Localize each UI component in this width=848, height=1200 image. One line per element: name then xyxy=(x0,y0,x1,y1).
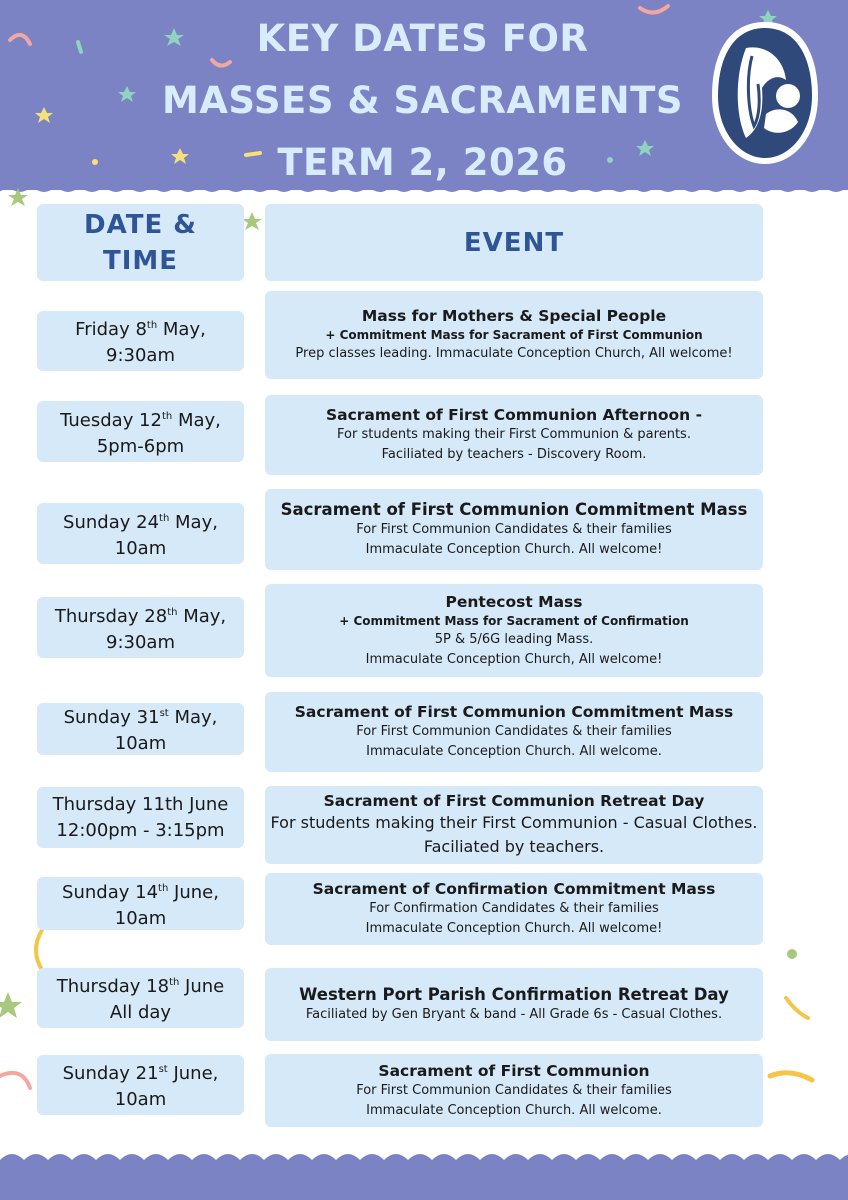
date-line-1 xyxy=(37,701,244,757)
event-detail-line: For students making their First Communion & parents. xyxy=(337,427,691,442)
date-cell xyxy=(37,597,244,658)
date-header-line-2: TIME xyxy=(102,245,179,276)
date-line-1 xyxy=(60,404,221,434)
date-time-header xyxy=(37,204,244,281)
footer-banner xyxy=(0,1160,848,1200)
date-ordinal-suffix: st xyxy=(159,708,169,719)
date-ordinal-suffix: th xyxy=(146,320,158,331)
event-detail-line: Immaculate Conception Church. All welcome! xyxy=(365,541,663,557)
event-cell xyxy=(265,395,763,475)
date-month-text: May, xyxy=(169,511,218,533)
date-month-text: May, xyxy=(172,409,221,431)
event-title: Sacrament of First Communion Retreat Day xyxy=(323,792,705,810)
date-text: Friday 8 xyxy=(75,319,147,340)
date-time-text: 12:00pm - 3:15pm xyxy=(56,819,225,841)
event-title: Sacrament of First Communion Afternoon - xyxy=(325,406,703,424)
event-detail-line: For Confirmation Candidates & their families xyxy=(369,901,659,916)
event-detail-line: For students making their First Communion - Casual Clothes. xyxy=(270,813,758,832)
date-month-text: May, 10am xyxy=(114,707,218,754)
event-header xyxy=(265,204,763,281)
date-text: Thursday 18 xyxy=(56,976,170,997)
date-cell xyxy=(37,877,244,930)
date-text: Sunday 31 xyxy=(63,707,160,728)
event-subtitle: + Commitment Mass for Sacrament of Confirmation xyxy=(339,613,689,628)
event-title: Sacrament of First Communion Commitment Mass xyxy=(280,499,748,519)
event-detail-line: Faciliated by teachers - Discovery Room. xyxy=(381,447,647,462)
event-detail-line: Faciliated by teachers. xyxy=(423,837,605,856)
event-title: Sacrament of First Communion xyxy=(378,1061,650,1080)
date-cell xyxy=(37,703,244,755)
event-cell xyxy=(265,692,763,772)
date-month-text: June xyxy=(179,976,225,997)
event-title: Pentecost Mass xyxy=(445,592,583,611)
date-month-text: May, xyxy=(157,319,206,340)
date-cell xyxy=(37,968,244,1028)
event-subtitle: + Commitment Mass for Sacrament of First Communion xyxy=(325,328,703,342)
date-text: Thursday 28 xyxy=(54,605,168,627)
date-line-1 xyxy=(57,970,225,1000)
event-detail-line: Immaculate Conception Church. All welcome. xyxy=(366,1102,662,1118)
event-cell xyxy=(265,873,763,945)
date-text: Tuesday 12 xyxy=(60,409,162,431)
date-month-text: May, xyxy=(177,605,227,627)
title-line-2: MASSES & SACRAMENTS xyxy=(161,79,684,122)
date-line-1 xyxy=(55,600,226,630)
date-line-1 xyxy=(63,1057,219,1087)
event-detail-line: Faciliated by Gen Bryant & band - All Grade 6s - Casual Clothes. xyxy=(305,1006,723,1022)
date-ordinal-suffix: th xyxy=(158,882,169,894)
event-detail-line: Immaculate Conception Church, All welcome! xyxy=(365,651,663,667)
title-line-3: TERM 2, 2026 xyxy=(277,141,568,184)
page-title xyxy=(140,8,705,194)
date-time-text: 9:30am xyxy=(106,345,175,366)
date-header-line-1: DATE & xyxy=(84,209,197,240)
date-ordinal-suffix: th xyxy=(167,606,178,618)
event-title: Sacrament of First Communion Commitment Mass xyxy=(294,703,734,721)
date-time-text: 9:30am xyxy=(106,631,175,653)
date-text: Sunday 21 xyxy=(62,1063,159,1084)
event-detail-line: For First Communion Candidates & their families xyxy=(356,521,672,537)
date-time-text: 10am xyxy=(114,537,167,559)
date-text: Sunday 24 xyxy=(63,511,160,533)
event-cell xyxy=(265,786,763,864)
event-detail-line: Immaculate Conception Church. All welcome. xyxy=(366,744,662,759)
date-ordinal-suffix: st xyxy=(158,1064,168,1075)
mary-and-child-icon xyxy=(706,18,824,168)
date-time-text: All day xyxy=(109,1002,172,1023)
date-line-1 xyxy=(53,792,229,818)
date-cell xyxy=(37,1055,244,1115)
date-text: Thursday 11th June xyxy=(52,793,229,815)
event-detail-line: For First Communion Candidates & their families xyxy=(356,724,672,739)
event-detail-line: 5P & 5/6G leading Mass. xyxy=(434,631,594,647)
event-cell xyxy=(265,968,763,1041)
event-cell xyxy=(265,291,763,379)
date-line-1 xyxy=(75,313,206,343)
date-month-text: June, xyxy=(167,1063,219,1084)
event-detail-line: Immaculate Conception Church. All welcome! xyxy=(365,921,663,936)
date-ordinal-suffix: th xyxy=(169,977,180,988)
date-cell xyxy=(37,787,244,848)
date-cell xyxy=(37,401,244,462)
date-time-text: 5pm-6pm xyxy=(96,435,185,457)
event-title: Sacrament of Confirmation Commitment Mass xyxy=(312,880,716,898)
event-cell xyxy=(265,1054,763,1127)
event-cell xyxy=(265,489,763,570)
title-line-1: KEY DATES FOR xyxy=(256,17,589,60)
date-line-1 xyxy=(37,876,244,932)
date-ordinal-suffix: th xyxy=(159,512,170,524)
event-detail-line: Prep classes leading. Immaculate Conception Church, All welcome! xyxy=(295,346,733,361)
date-month-text: June, 10am xyxy=(114,881,219,929)
date-time-text: 10am xyxy=(114,1089,167,1110)
date-cell xyxy=(37,503,244,564)
date-ordinal-suffix: th xyxy=(161,410,173,422)
event-title: Western Port Parish Confirmation Retreat Day xyxy=(299,984,729,1004)
event-cell xyxy=(265,584,763,677)
date-text: Sunday 14 xyxy=(62,881,159,903)
date-line-1 xyxy=(63,506,218,536)
event-header-label: EVENT xyxy=(463,227,565,258)
date-cell xyxy=(37,311,244,371)
event-detail-line: For First Communion Candidates & their families xyxy=(356,1082,672,1098)
event-title: Mass for Mothers & Special People xyxy=(361,307,667,325)
